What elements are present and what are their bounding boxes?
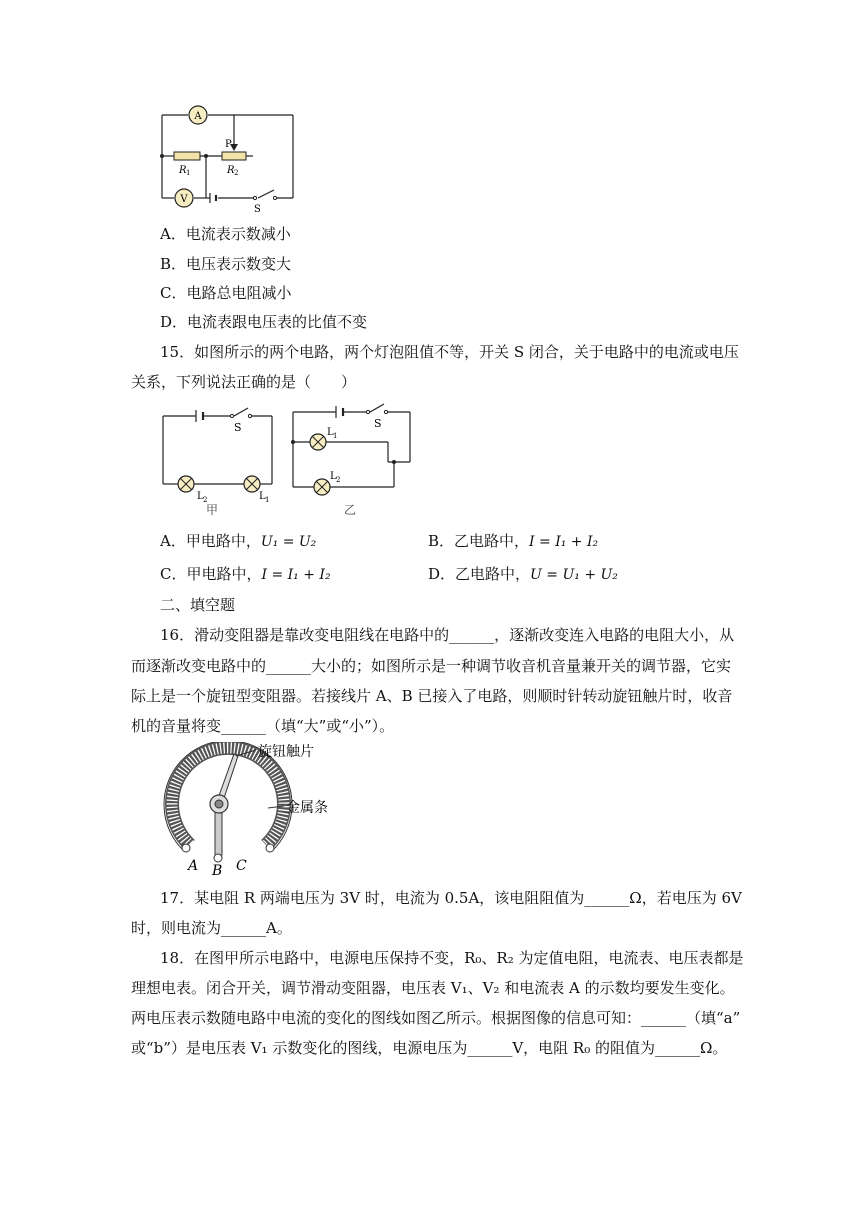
q16-line2: 而逐渐改变电路中的______大小的；如图所示是一种调节收音机音量兼开关的调节器，它实 bbox=[131, 657, 732, 675]
caption-yi: 乙 bbox=[344, 503, 357, 517]
q14-option-b: B．电压表示数变大 bbox=[160, 255, 292, 273]
voltmeter-label: V bbox=[180, 194, 188, 205]
q15-option-b: B．乙电路中，I = I₁ + I₂ bbox=[428, 532, 599, 550]
svg-text:B: B bbox=[212, 863, 223, 877]
q17-line2: 时，则电流为______A。 bbox=[131, 919, 292, 937]
r2-label: R bbox=[227, 165, 235, 176]
svg-text:C: C bbox=[236, 858, 247, 874]
q15-stem-line1: 15．如图所示的两个电路，两个灯泡阻值不等，开关 S 闭合，关于电路中的电流或电压 bbox=[160, 343, 739, 361]
lamp-l1-yi bbox=[310, 434, 326, 450]
q14-option-a: A．电流表示数减小 bbox=[160, 225, 291, 243]
ammeter-label: A bbox=[194, 111, 202, 122]
q15-stem-line2: 关系，下列说法正确的是（ ） bbox=[131, 373, 357, 391]
svg-text:2: 2 bbox=[336, 476, 341, 484]
switch-s-label: S bbox=[254, 204, 261, 215]
circuit-figure-q15 bbox=[158, 398, 426, 520]
q17-line1: 17．某电阻 R 两端电压为 3V 时，电流为 0.5A，该电阻阻值为______Ω，若电压为 6V bbox=[160, 889, 742, 907]
r1-subscript: 1 bbox=[186, 169, 191, 177]
circuit-figure-q14 bbox=[150, 100, 310, 220]
svg-text:S: S bbox=[234, 421, 242, 434]
q16-line1: 16．滑动变阻器是靠改变电阻线在电路中的______，逐渐改变连入电路的电阻大小，从 bbox=[160, 626, 735, 644]
r2-subscript: 2 bbox=[234, 169, 239, 177]
lamp-l2-yi bbox=[314, 479, 330, 495]
svg-text:L: L bbox=[259, 491, 266, 502]
svg-text:1: 1 bbox=[333, 432, 338, 440]
r1-label: R bbox=[179, 165, 187, 176]
q18-line2: 理想电表。闭合开关，调节滑动变阻器，电压表 V₁、V₂ 和电流表 A 的示数均要发生变化。 bbox=[131, 979, 735, 997]
q14-option-d: D．电流表跟电压表的比值不变 bbox=[160, 313, 368, 331]
svg-text:S: S bbox=[374, 417, 382, 430]
q18-line1: 18．在图甲所示电路中，电源电压保持不变，R₀、R₂ 为定值电阻，电流表、电压表都是 bbox=[160, 949, 744, 967]
q18-line4: 或“b”）是电压表 V₁ 示数变化的图线，电源电压为______V，电阻 R₀ 的阻值为______Ω。 bbox=[131, 1039, 728, 1057]
knob-label: 旋钮触片 bbox=[258, 744, 314, 760]
q16-line4: 机的音量将变______（填“大”或“小”）。 bbox=[131, 717, 395, 735]
q15-option-c: C．甲电路中，I = I₁ + I₂ bbox=[160, 565, 331, 583]
caption-jia: 甲 bbox=[206, 503, 219, 517]
svg-text:1: 1 bbox=[265, 496, 270, 504]
svg-text:L: L bbox=[327, 427, 334, 438]
svg-text:2: 2 bbox=[203, 496, 208, 504]
q16-line3: 际上是一个旋钮型变阻器。若接线片 A、B 已接入了电路，则顺时针转动旋钮触片时，收音 bbox=[131, 687, 733, 705]
lamp-l2-jia bbox=[178, 476, 194, 492]
q15-option-d: D．乙电路中，U = U₁ + U₂ bbox=[428, 565, 618, 583]
svg-text:A: A bbox=[188, 858, 199, 874]
q14-option-c: C．电路总电阻减小 bbox=[160, 284, 292, 302]
section-title: 二、填空题 bbox=[160, 596, 236, 614]
slider-p-label: P bbox=[225, 139, 232, 150]
rotary-rheostat-figure bbox=[160, 742, 360, 877]
q18-line3: 两电压表示数随电路中电流的变化的图线如图乙所示。根据图像的信息可知：______（填“a” bbox=[131, 1009, 741, 1027]
svg-text:L: L bbox=[330, 471, 337, 482]
strip-label: 金属条 bbox=[286, 800, 328, 816]
q15-option-a: A．甲电路中，U₁ = U₂ bbox=[160, 532, 317, 550]
lamp-l1-jia bbox=[244, 476, 260, 492]
svg-text:L: L bbox=[197, 491, 204, 502]
